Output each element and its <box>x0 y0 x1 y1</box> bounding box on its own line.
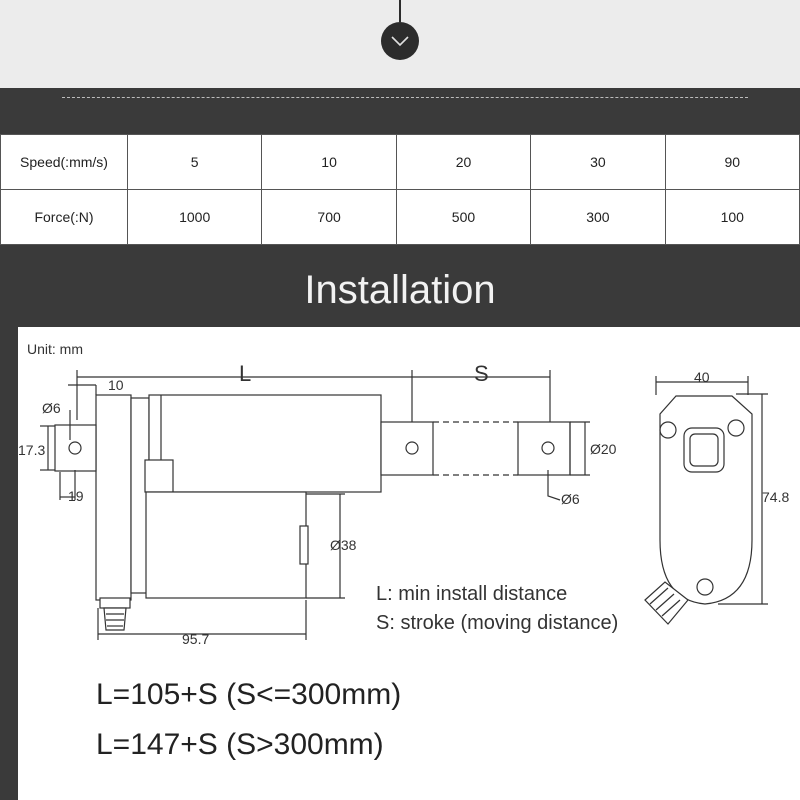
chevron-down-icon[interactable] <box>381 22 419 60</box>
table-row <box>1 135 800 190</box>
row-header-speed: Speed(:mm/s) <box>1 135 128 190</box>
dim-19: 19 <box>68 488 84 504</box>
force-cell: 1000 <box>128 190 262 245</box>
speed-cell: 5 <box>128 135 262 190</box>
section-title: Installation <box>304 268 496 312</box>
force-cell: 500 <box>396 190 530 245</box>
dim-L: L <box>239 361 252 386</box>
force-cell: 100 <box>665 190 799 245</box>
force-cell: 700 <box>262 190 396 245</box>
dim-phi38: Ø38 <box>330 537 357 553</box>
unit-label: Unit: mm <box>27 341 83 357</box>
legend-L: L: min install distance <box>376 583 568 605</box>
dim-40: 40 <box>694 369 710 385</box>
dim-phi20: Ø20 <box>590 441 617 457</box>
speed-cell: 10 <box>262 135 396 190</box>
spec-table <box>0 134 800 245</box>
formula-1: L=105+S (S<=300mm) <box>96 678 402 711</box>
speed-cell: 20 <box>396 135 530 190</box>
speed-cell: 90 <box>665 135 799 190</box>
legend-S: S: stroke (moving distance) <box>376 612 619 634</box>
divider <box>62 97 748 98</box>
row-header-force: Force(:N) <box>1 190 128 245</box>
dim-17-3: 17.3 <box>18 442 46 458</box>
dim-S: S <box>474 361 489 386</box>
top-banner <box>0 0 800 88</box>
force-cell: 300 <box>531 190 665 245</box>
dim-10: 10 <box>108 377 124 393</box>
dim-phi6-left: Ø6 <box>42 400 61 416</box>
dim-74-8: 74.8 <box>762 489 790 505</box>
installation-drawing <box>18 327 800 800</box>
chevron-stem <box>399 0 401 22</box>
formula-2: L=147+S (S>300mm) <box>96 728 384 761</box>
dim-95-7: 95.7 <box>182 631 210 647</box>
speed-cell: 30 <box>531 135 665 190</box>
dim-phi6-rod: Ø6 <box>561 491 580 507</box>
table-row <box>1 190 800 245</box>
